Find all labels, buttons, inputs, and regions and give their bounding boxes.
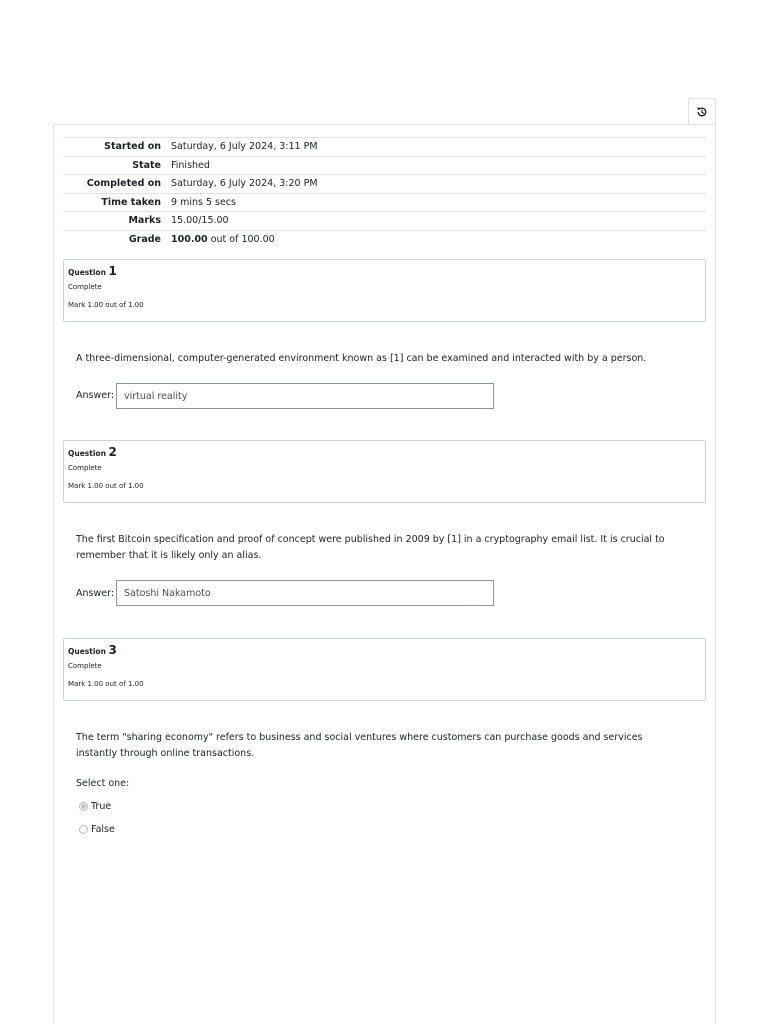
summary-row bbox=[63, 156, 706, 175]
summary-value: Saturday, 6 July 2024, 3:11 PM bbox=[171, 141, 318, 153]
summary-row bbox=[63, 175, 706, 194]
question-info-3 bbox=[63, 638, 706, 701]
question-prefix: Question bbox=[68, 268, 106, 277]
radio-false[interactable] bbox=[79, 825, 88, 834]
question-number bbox=[68, 264, 705, 280]
summary-label: Marks bbox=[128, 215, 161, 227]
grade-total: out of 100.00 bbox=[207, 234, 275, 245]
question-number bbox=[68, 643, 705, 659]
summary-label: State bbox=[132, 159, 161, 171]
summary-value: Saturday, 6 July 2024, 3:20 PM bbox=[171, 178, 318, 190]
answer-input-1[interactable] bbox=[116, 383, 494, 409]
summary-value: 9 mins 5 secs bbox=[171, 196, 236, 208]
question-number-value: 2 bbox=[108, 445, 117, 459]
option-false[interactable] bbox=[79, 824, 115, 835]
summary-value: Finished bbox=[171, 159, 210, 171]
question-mark: Mark 1.00 out of 1.00 bbox=[68, 482, 144, 490]
option-label: True bbox=[91, 801, 112, 812]
summary-row-grade bbox=[63, 230, 706, 249]
question-number-value: 1 bbox=[108, 264, 117, 278]
summary-label: Time taken bbox=[101, 196, 161, 208]
attempt-summary-table bbox=[63, 137, 706, 249]
answer-label: Answer: bbox=[76, 390, 115, 401]
question-text-3: The term "sharing economy" refers to business and social ventures where customers can purchase goods and services instantly through online transactions. bbox=[76, 732, 643, 759]
question-number bbox=[68, 445, 705, 461]
option-true[interactable] bbox=[79, 801, 111, 812]
summary-row bbox=[63, 212, 706, 231]
summary-row bbox=[63, 193, 706, 212]
question-info-2 bbox=[63, 440, 706, 503]
grade-value bbox=[165, 230, 706, 249]
history-icon bbox=[696, 106, 708, 118]
summary-row bbox=[63, 138, 706, 157]
question-state: Complete bbox=[68, 464, 102, 472]
radio-true[interactable] bbox=[79, 802, 88, 811]
summary-value: 15.00/15.00 bbox=[171, 215, 229, 227]
grade-score: 100.00 bbox=[171, 234, 208, 245]
select-one-label: Select one: bbox=[76, 778, 130, 789]
question-state: Complete bbox=[68, 283, 102, 291]
question-prefix: Question bbox=[68, 449, 106, 458]
summary-label: Grade bbox=[128, 234, 161, 245]
question-prefix: Question bbox=[68, 647, 106, 656]
summary-label: Completed on bbox=[86, 178, 161, 190]
radio-selected-dot bbox=[81, 804, 86, 809]
summary-label: Started on bbox=[104, 141, 161, 153]
answer-label: Answer: bbox=[76, 588, 115, 599]
option-label: False bbox=[91, 824, 115, 835]
question-info-1 bbox=[63, 259, 706, 322]
history-button[interactable] bbox=[688, 98, 716, 124]
question-number-value: 3 bbox=[108, 643, 117, 657]
question-mark: Mark 1.00 out of 1.00 bbox=[68, 680, 144, 688]
question-mark: Mark 1.00 out of 1.00 bbox=[68, 301, 144, 309]
question-state: Complete bbox=[68, 662, 102, 670]
question-text-2: The first Bitcoin specification and proof of concept were published in 2009 by [1] in a cryptography email list. It is crucial to remember that it is likely only an alias. bbox=[76, 534, 665, 561]
question-text-1: A three-dimensional, computer-generated environment known as [1] can be examined and interacted with by a person. bbox=[76, 353, 647, 364]
answer-input-2[interactable] bbox=[116, 580, 494, 606]
